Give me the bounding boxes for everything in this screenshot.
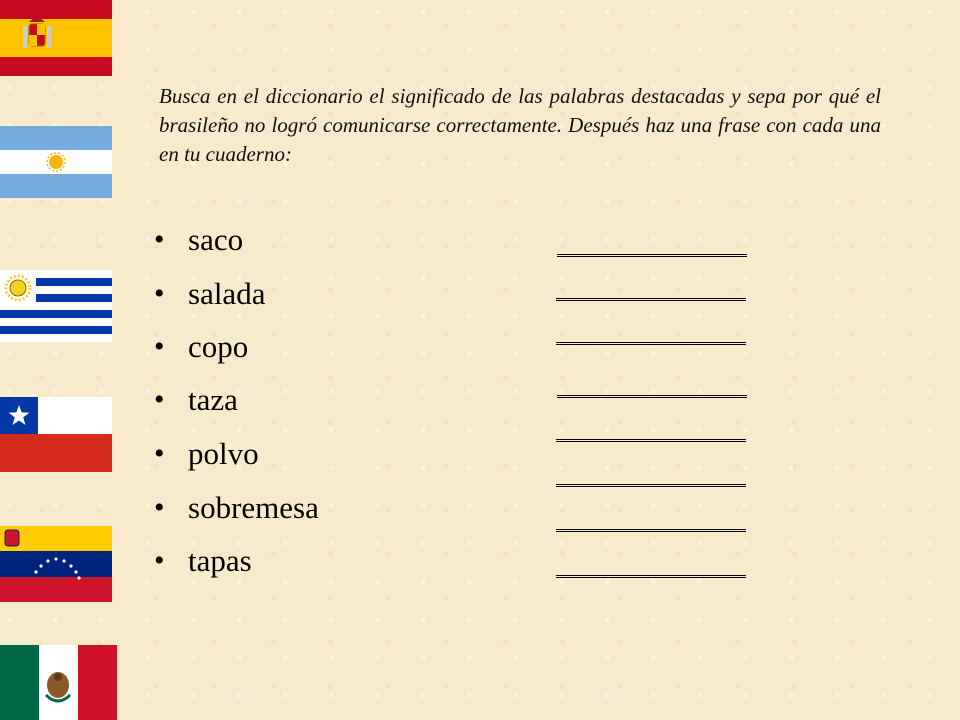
vocabulary-word: saco	[188, 222, 244, 257]
bullet: •	[154, 383, 165, 416]
bullet: •	[154, 544, 165, 577]
venezuela-flag-icon	[0, 526, 112, 602]
list-item	[150, 380, 790, 420]
instructions-text: Busca en el diccionario el significado de las palabras destacadas y sepa por qué el brasileño no logró comunicarse correctamente. Después haz una frase con cada una en tu cuaderno:	[159, 84, 881, 166]
argentina-flag-icon	[0, 126, 112, 198]
bullet: •	[154, 223, 165, 256]
mexico-flag-icon	[0, 645, 117, 720]
bullet: •	[154, 491, 165, 524]
vocabulary-word: sobremesa	[188, 490, 319, 525]
list-item	[150, 488, 790, 528]
answer-blank-line	[557, 395, 747, 398]
answer-blank-line	[556, 342, 746, 345]
vocabulary-word: tapas	[188, 543, 252, 578]
answer-blank-line	[556, 298, 746, 301]
answer-blank-line	[556, 484, 746, 487]
vocabulary-word: taza	[188, 382, 238, 417]
list-item	[150, 274, 790, 314]
spain-flag-icon	[0, 0, 112, 76]
chile-flag-icon	[0, 397, 112, 472]
vocabulary-word: polvo	[188, 436, 259, 471]
list-item	[150, 327, 790, 367]
list-item	[150, 220, 790, 260]
vocabulary-word: copo	[188, 329, 249, 364]
answer-blank-line	[556, 439, 746, 442]
list-item	[150, 434, 790, 474]
bullet: •	[154, 330, 165, 363]
bullet: •	[154, 437, 165, 470]
uruguay-flag-icon	[0, 270, 112, 342]
answer-blank-line	[556, 529, 746, 532]
bullet: •	[154, 277, 165, 310]
answer-blank-line	[557, 254, 747, 257]
vocabulary-word: salada	[188, 276, 266, 311]
answer-blank-line	[556, 575, 746, 578]
